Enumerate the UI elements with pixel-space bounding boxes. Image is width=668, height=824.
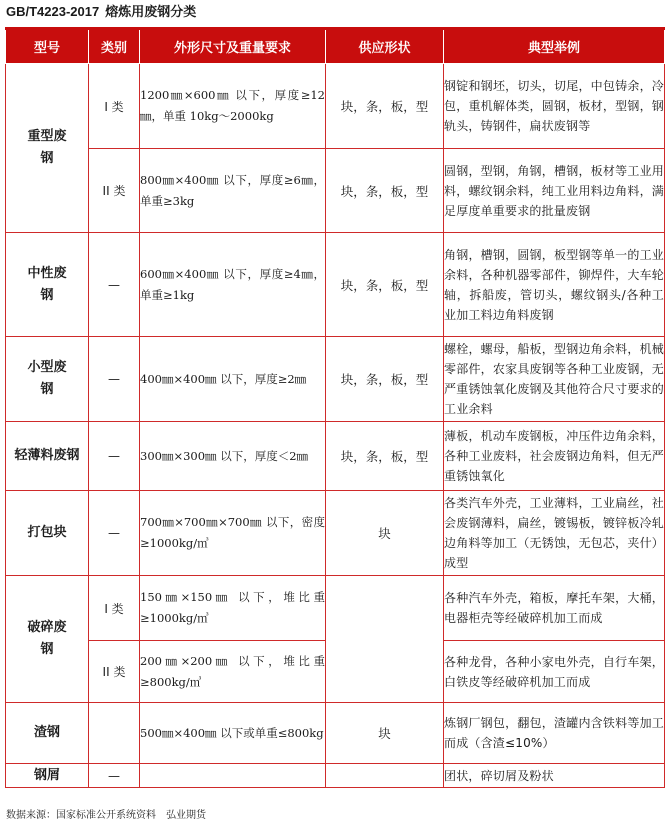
example-cell: 各类汽车外壳，工业薄料，工业扁丝，社会废钢薄料，扁丝，镀锡板，镀锌板冷轧边角料等加工（无锈蚀，无包芯，夹什）成型 xyxy=(444,491,665,576)
data-source-note xyxy=(6,806,216,821)
example-cell: 螺栓，螺母，船板，型钢边角余料，机械零部件，农家具废钢等各种工业废钢，无严重锈蚀氧化废钢及其他符合尺寸要求的工业余料 xyxy=(444,337,665,422)
dimension-cell: 800㎜×400㎜ 以下，厚度≥6㎜，单重≥3kg xyxy=(140,149,326,233)
header-category: 类别 xyxy=(89,29,140,64)
category-cell: — xyxy=(89,337,140,422)
table-row xyxy=(6,64,665,149)
table-row xyxy=(6,233,665,337)
form-cell xyxy=(326,764,444,788)
type-cell: 中性废钢 xyxy=(6,233,89,337)
form-cell: 块 xyxy=(326,491,444,576)
header-example: 典型举例 xyxy=(444,29,665,64)
type-cell: 小型废钢 xyxy=(6,337,89,422)
table-row xyxy=(6,337,665,422)
page-title xyxy=(6,2,196,22)
example-cell: 各种龙骨，各种小家电外壳，自行车架，白铁皮等经破碎机加工而成 xyxy=(444,641,665,703)
category-cell: — xyxy=(89,764,140,788)
header-dimension: 外形尺寸及重量要求 xyxy=(140,29,326,64)
form-cell: 块，条，板，型 xyxy=(326,149,444,233)
table-row xyxy=(6,703,665,764)
dimension-cell: 500㎜×400㎜ 以下或单重≤800kg xyxy=(140,703,326,764)
table-row xyxy=(6,764,665,788)
source-label: 数据来源：国家标准公开系统资料 xyxy=(6,810,156,821)
category-cell: — xyxy=(89,422,140,491)
category-cell: I 类 xyxy=(89,64,140,149)
example-cell: 钢锭和钢坯，切头，切尾，中包铸余，冷包，重机解体类，圆钢，板材，型钢，钢轨头，铸钢件，扁状废钢等 xyxy=(444,64,665,149)
scrap-classification-table xyxy=(5,27,665,788)
dimension-cell: 400㎜×400㎜ 以下，厚度≥2㎜ xyxy=(140,337,326,422)
category-cell: — xyxy=(89,491,140,576)
category-cell xyxy=(89,703,140,764)
type-cell: 渣钢 xyxy=(6,703,89,764)
form-cell: 块 xyxy=(326,703,444,764)
type-cell: 轻薄料废钢 xyxy=(6,422,89,491)
category-cell: II 类 xyxy=(89,149,140,233)
form-cell: 块，条，板，型 xyxy=(326,64,444,149)
dimension-cell: 1200㎜×600㎜ 以下，厚度≥12㎜，单重 10kg～2000kg xyxy=(140,64,326,149)
standard-code: GB/T4223-2017 xyxy=(6,4,100,19)
header-form: 供应形状 xyxy=(326,29,444,64)
dimension-cell: 700㎜×700㎜×700㎜ 以下，密度≥1000kg/㎥ xyxy=(140,491,326,576)
table-row xyxy=(6,491,665,576)
form-cell: 块，条，板，型 xyxy=(326,337,444,422)
category-cell: II 类 xyxy=(89,641,140,703)
example-cell: 团状，碎切屑及粉状 xyxy=(444,764,665,788)
example-cell: 各种汽车外壳，箱板，摩托车架，大桶，电器柜壳等经破碎机加工而成 xyxy=(444,576,665,641)
table-row xyxy=(6,576,665,641)
category-cell: I 类 xyxy=(89,576,140,641)
table-row xyxy=(6,149,665,233)
dimension-cell: 300㎜×300㎜ 以下，厚度＜2㎜ xyxy=(140,422,326,491)
example-cell: 薄板，机动车废钢板，冲压件边角余料，各种工业废料，社会废钢边角料，但无严重锈蚀氧化 xyxy=(444,422,665,491)
dimension-cell xyxy=(140,764,326,788)
example-cell: 炼钢厂钢包，翻包，渣罐内含铁料等加工而成（含渣≤10%） xyxy=(444,703,665,764)
form-cell: 块，条，板，型 xyxy=(326,422,444,491)
table-header-row xyxy=(6,29,665,64)
type-cell: 重型废钢 xyxy=(6,64,89,233)
dimension-cell: 200㎜×200㎜ 以下，堆比重≥800kg/㎥ xyxy=(140,641,326,703)
dimension-cell: 600㎜×400㎜ 以下，厚度≥4㎜，单重≥1kg xyxy=(140,233,326,337)
type-cell: 打包块 xyxy=(6,491,89,576)
source-org: 弘业期货 xyxy=(166,810,206,821)
category-cell: — xyxy=(89,233,140,337)
type-cell: 破碎废钢 xyxy=(6,576,89,703)
example-cell: 圆钢，型钢，角钢，槽钢，板材等工业用料，螺纹钢余料，纯工业用料边角料，满足厚度单重要求的批量废钢 xyxy=(444,149,665,233)
type-cell: 钢屑 xyxy=(6,764,89,788)
table-row xyxy=(6,422,665,491)
form-cell xyxy=(326,576,444,703)
title-text: 熔炼用废钢分类 xyxy=(105,5,197,20)
example-cell: 角钢，槽钢，圆钢，板型钢等单一的工业余料，各种机器零部件，铆焊件，大车轮轴，拆船废，管切头，螺纹钢头/各种工业加工料边角料废钢 xyxy=(444,233,665,337)
header-type: 型号 xyxy=(6,29,89,64)
dimension-cell: 150㎜×150㎜ 以下，堆比重≥1000kg/㎥ xyxy=(140,576,326,641)
form-cell: 块，条，板，型 xyxy=(326,233,444,337)
